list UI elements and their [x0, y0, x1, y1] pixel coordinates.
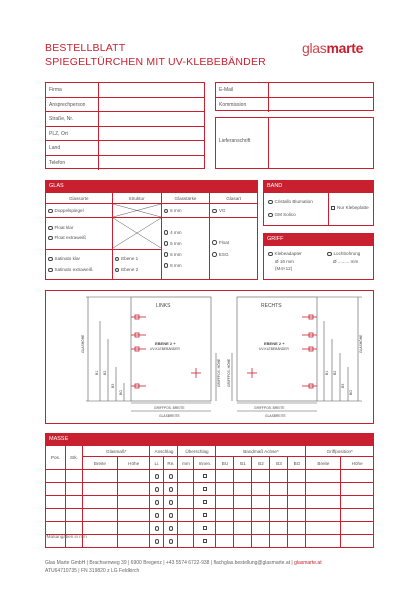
left-b1: B1 [95, 370, 99, 375]
th-breite: Breite [83, 457, 118, 470]
innen-checkbox[interactable] [194, 496, 216, 509]
anschlag-radio[interactable] [150, 522, 164, 535]
struktur-crossed-2 [112, 218, 161, 249]
th-bo: BO [288, 457, 306, 470]
table-cell[interactable] [83, 470, 118, 483]
right-ebene: EBENE 2 + [264, 341, 285, 346]
field-telefon[interactable]: Telefon [46, 156, 204, 171]
table-cell[interactable] [306, 522, 341, 535]
left-griffpos-breite: GRIFFPOS. BREITE [154, 406, 185, 410]
right-glashoehe: GLASHÖHE [359, 334, 363, 353]
table-cell[interactable] [306, 509, 341, 522]
field-strasse[interactable]: Straße, Nr. [46, 112, 204, 127]
table-cell[interactable] [288, 496, 306, 509]
anschlag-radio[interactable] [150, 483, 164, 496]
table-cell[interactable] [234, 483, 252, 496]
opt-float-extraweiss[interactable]: Float extraweiß [48, 233, 110, 243]
innen-checkbox[interactable] [194, 509, 216, 522]
innen-checkbox[interactable] [194, 535, 216, 548]
contact-fields [215, 82, 374, 111]
table-cell[interactable] [234, 509, 252, 522]
right-b1: B1 [325, 370, 329, 375]
th-li: Li. [150, 457, 164, 470]
footnote: *Maßangaben in mm [45, 534, 87, 539]
table-cell[interactable] [288, 470, 306, 483]
table-cell[interactable] [117, 470, 150, 483]
innen-checkbox[interactable] [194, 470, 216, 483]
table-cell[interactable] [117, 483, 150, 496]
opt-lochbohrung[interactable]: Lochbohrung [327, 251, 360, 256]
table-cell[interactable] [178, 535, 194, 548]
table-cell[interactable] [288, 509, 306, 522]
field-firma[interactable]: Firma [46, 83, 204, 98]
drawing-panel [45, 290, 374, 424]
th-stk: Stk. [66, 446, 83, 470]
griff-header: GRIFF [263, 233, 374, 245]
table-row [46, 509, 374, 522]
table-cell[interactable] [306, 470, 341, 483]
table-cell[interactable] [252, 496, 270, 509]
table-cell[interactable] [234, 522, 252, 535]
left-hinges [131, 315, 201, 388]
innen-checkbox[interactable] [194, 483, 216, 496]
table-cell[interactable] [270, 522, 288, 535]
opt-staerke-6mm-vg[interactable]: 6 mm [161, 204, 210, 218]
field-email[interactable]: E-Mail [216, 83, 373, 98]
table-row [46, 470, 374, 483]
customer-fields [45, 82, 205, 169]
opt-satinato-klar[interactable]: Satinato klar [48, 253, 110, 264]
table-cell[interactable] [46, 470, 66, 483]
table-cell[interactable] [66, 522, 83, 535]
table-cell[interactable] [46, 522, 66, 535]
field-land[interactable]: Land [46, 141, 204, 156]
griff-box [263, 245, 374, 280]
opt-float[interactable]: Float [212, 237, 255, 249]
table-cell[interactable] [178, 470, 194, 483]
table-cell[interactable] [270, 535, 288, 548]
th-glasart: Glasart [210, 193, 258, 204]
innen-checkbox[interactable] [194, 522, 216, 535]
table-cell[interactable] [216, 483, 234, 496]
th-mm: mm [178, 457, 194, 470]
table-cell[interactable] [252, 470, 270, 483]
right-griffpos-hoehe: GRIFFPOS. HÖHE [227, 358, 231, 387]
right-bo: BO [349, 389, 353, 395]
opt-vg[interactable]: VG [210, 204, 258, 218]
table-row [46, 496, 374, 509]
th-b2: B2 [252, 457, 270, 470]
table-cell[interactable] [288, 535, 306, 548]
opt-ebene-1[interactable]: Ebene 1 [115, 253, 159, 264]
right-griffpos-breite: GRIFFPOS. BREITE [254, 406, 285, 410]
table-cell[interactable] [341, 483, 374, 496]
table-cell[interactable] [66, 509, 83, 522]
table-cell[interactable] [341, 470, 374, 483]
right-hinges [247, 315, 317, 388]
table-cell[interactable] [66, 496, 83, 509]
anschlag-radio[interactable] [164, 470, 178, 483]
table-cell[interactable] [234, 470, 252, 483]
table-cell[interactable] [46, 496, 66, 509]
opt-satinato-extraweiss[interactable]: Satinato extraweiß [48, 264, 110, 275]
table-cell[interactable] [341, 496, 374, 509]
table-row [46, 535, 374, 548]
opt-gm-solico[interactable]: GM Solico [268, 212, 296, 217]
glasmarte-logo: glasmarte [302, 40, 364, 56]
table-cell[interactable] [216, 509, 234, 522]
table-cell[interactable] [252, 509, 270, 522]
th-re: Re. [164, 457, 178, 470]
right-b2: B2 [333, 370, 337, 375]
anschlag-radio[interactable] [150, 535, 164, 548]
opt-staerke-6mm[interactable]: 6 mm [164, 249, 208, 260]
table-cell[interactable] [234, 535, 252, 548]
table-cell[interactable] [341, 535, 374, 548]
table-cell[interactable] [252, 483, 270, 496]
table-cell[interactable] [117, 496, 150, 509]
table-cell[interactable] [83, 522, 118, 535]
left-door [86, 297, 216, 411]
th-glasstaerke: Glasstärke [161, 193, 210, 204]
field-plz-ort[interactable]: PLZ, Ort [46, 127, 204, 142]
left-title: LINKS [156, 303, 171, 309]
footer-line1: Glas Marte GmbH | Brachsenweg 39 | 6900 Bregenz | +43 5574 6722-938 | flachglas.bestellung@glasmarte.at | glasmarte.at [45, 560, 322, 566]
table-cell[interactable] [216, 496, 234, 509]
field-kommission[interactable]: Kommission [216, 98, 373, 113]
door-drawing [46, 291, 375, 425]
table-cell[interactable] [270, 470, 288, 483]
table-cell[interactable] [216, 470, 234, 483]
table-cell[interactable] [270, 496, 288, 509]
struktur-crossed [112, 204, 161, 218]
th-glassorte: Glassorte [46, 193, 113, 204]
table-cell[interactable] [83, 535, 118, 548]
table-row [46, 522, 374, 535]
opt-float-klar[interactable]: Float klar [48, 223, 110, 233]
right-b3: B3 [341, 383, 345, 388]
masse-header: MASSE [45, 433, 374, 445]
table-cell[interactable] [83, 509, 118, 522]
table-cell[interactable] [252, 535, 270, 548]
anschlag-radio[interactable] [150, 470, 164, 483]
th-bu: BU [216, 457, 234, 470]
band-header: BAND [263, 180, 374, 192]
left-b2: B2 [103, 370, 107, 375]
th-b1: B1 [234, 457, 252, 470]
table-cell[interactable] [66, 483, 83, 496]
table-cell[interactable] [341, 522, 374, 535]
left-ebene: EBENE 2 + [155, 341, 176, 346]
table-cell[interactable] [252, 522, 270, 535]
table-cell[interactable] [117, 509, 150, 522]
table-cell[interactable] [83, 483, 118, 496]
table-cell[interactable] [178, 509, 194, 522]
page-title: BESTELLBLATT [45, 42, 126, 54]
table-cell[interactable] [46, 483, 66, 496]
lochbohrung-size: Ø ......... mm [333, 259, 359, 264]
table-cell[interactable] [117, 522, 150, 535]
anschlag-radio[interactable] [150, 496, 164, 509]
table-cell[interactable] [178, 522, 194, 535]
right-door [232, 297, 362, 411]
table-cell[interactable] [234, 496, 252, 509]
anschlag-radio[interactable] [164, 496, 178, 509]
table-cell[interactable] [306, 483, 341, 496]
th-glasmass: Glasmaß* [83, 446, 150, 457]
th-struktur: Struktur [112, 193, 161, 204]
opt-staerke-5mm[interactable]: 5 mm [164, 238, 208, 249]
th-b3: B3 [270, 457, 288, 470]
opt-ebene-2[interactable]: Ebene 2 [115, 264, 159, 275]
table-cell[interactable] [83, 496, 118, 509]
right-title: RECHTS [261, 303, 282, 309]
website-link[interactable]: glasmarte.at [294, 560, 322, 566]
delivery-field[interactable]: Lieferanschrift [215, 117, 374, 169]
left-bo: BO [119, 389, 123, 395]
th-ueberschlag: Überschlag [178, 446, 216, 457]
opt-klebeadapter[interactable]: Klebeadapter [268, 251, 302, 256]
opt-staerke-8mm[interactable]: 8 mm [164, 260, 208, 271]
glas-header: GLAS [45, 180, 258, 192]
opt-cristallo[interactable]: Cristallo Blumation [268, 199, 313, 204]
glas-table [45, 192, 258, 280]
anschlag-radio[interactable] [164, 535, 178, 548]
th-hoehe: Höhe [117, 457, 150, 470]
opt-nur-klebeplatte[interactable]: Nur Klebeplatte [331, 205, 369, 210]
table-cell[interactable] [46, 509, 66, 522]
field-ansprechperson[interactable]: Ansprechperson [46, 98, 204, 113]
anschlag-radio[interactable] [164, 522, 178, 535]
th-innen: Innen. [194, 457, 216, 470]
opt-staerke-4mm[interactable]: 4 mm [164, 227, 208, 238]
left-glasbreite: GLASBREITE [159, 414, 180, 418]
masse-table [45, 445, 374, 548]
band-box [263, 192, 374, 226]
th-bandmass: Bandmaß Achse* [216, 446, 306, 457]
right-uv: UV-KLEBEBÄNDER [259, 347, 289, 351]
table-cell[interactable] [117, 535, 150, 548]
th-pos: Pos. [46, 446, 66, 470]
th-griff-hoehe: Höhe [341, 457, 374, 470]
left-griffpos-hoehe: GRIFFPOS. HÖHE [217, 358, 221, 387]
table-cell[interactable] [306, 535, 341, 548]
th-anschlag: Anschlag [150, 446, 178, 457]
table-cell[interactable] [341, 509, 374, 522]
table-cell[interactable] [216, 522, 234, 535]
table-cell[interactable] [270, 483, 288, 496]
anschlag-radio[interactable] [150, 509, 164, 522]
left-uv: UV-KLEBEBÄNDER [150, 347, 180, 351]
klebeadapter-size: Ø 16 mm [275, 259, 294, 264]
anschlag-radio[interactable] [164, 483, 178, 496]
table-cell[interactable] [288, 483, 306, 496]
right-glasbreite: GLASBREITE [265, 414, 286, 418]
table-cell[interactable] [66, 470, 83, 483]
anschlag-radio[interactable] [164, 509, 178, 522]
opt-doppelspiegel[interactable]: Doppelspiegel [46, 204, 113, 218]
left-b3: B3 [111, 383, 115, 388]
table-cell[interactable] [178, 496, 194, 509]
klebeadapter-screw: (M4×12) [275, 266, 293, 271]
table-cell[interactable] [216, 535, 234, 548]
opt-esg[interactable]: ESG [212, 249, 255, 261]
table-cell[interactable] [178, 483, 194, 496]
table-cell[interactable] [306, 496, 341, 509]
left-glashoehe: GLASHÖHE [81, 334, 85, 353]
page-subtitle: SPIEGELTÜRCHEN MIT UV-KLEBEBÄNDER [45, 56, 266, 68]
table-cell[interactable] [288, 522, 306, 535]
th-griff-breite: Breite [306, 457, 341, 470]
table-row [46, 483, 374, 496]
footer-line2: ATU64710735 | FN 319820 z LG Feldkirch [45, 568, 140, 574]
th-griffpos: Griffposition* [306, 446, 374, 457]
table-cell[interactable] [270, 509, 288, 522]
